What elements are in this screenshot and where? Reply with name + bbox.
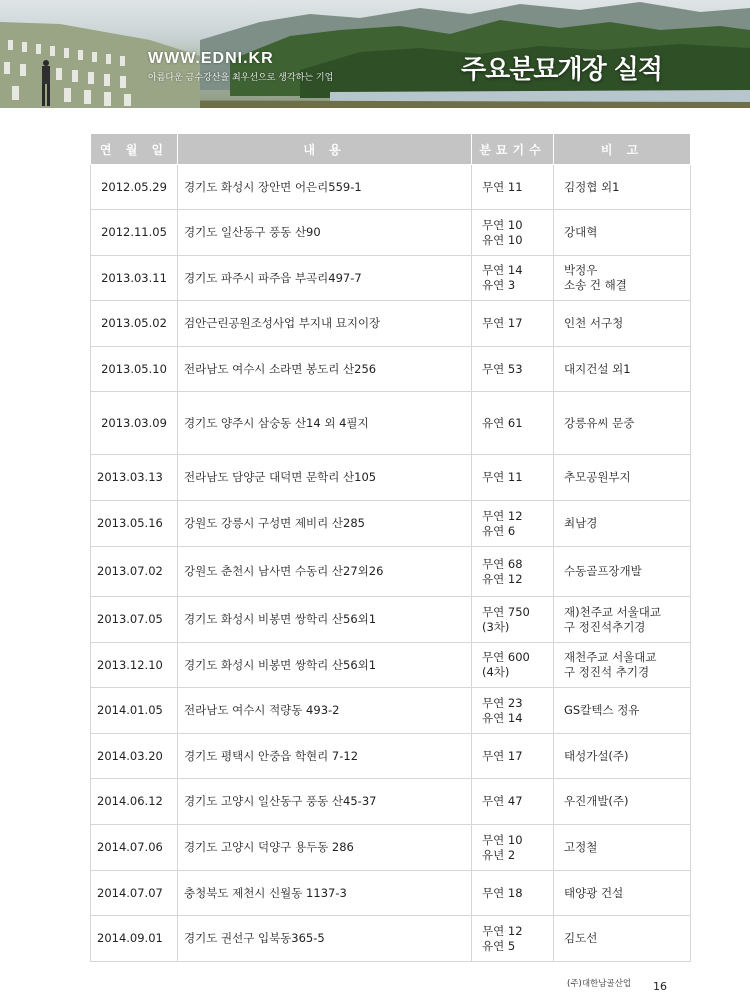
cell-date: 2013.03.09 [91,392,178,455]
cell-content: 경기도 화성시 장안면 어은리559-1 [178,165,472,210]
cell-grave-count [472,392,554,455]
cell-grave-count-line: 무연 18 [482,885,523,900]
cell-remarks-line: 재천주교 서울대교 [564,650,657,664]
cell-remarks [554,547,691,597]
cell-grave-count-line: 무연 750 [482,604,530,619]
cell-date: 2013.05.16 [91,501,178,547]
cell-remarks [554,597,691,643]
cell-grave-count-line: 무연 11 [482,470,523,484]
table-row [91,779,691,825]
cell-grave-count [472,547,554,597]
cell-remarks [554,734,691,779]
cell-date: 2012.11.05 [91,210,178,256]
cell-grave-count-line: 유연 5 [482,938,516,953]
cell-date: 2013.07.02 [91,547,178,597]
cell-grave-count-line: 무연 23 [482,695,523,710]
cell-grave-count [472,165,554,210]
table-row [91,256,691,301]
table-body [91,165,691,962]
cell-grave-count-line: 무연 11 [482,179,523,194]
cell-grave-count-line: 유연 12 [482,571,523,586]
cell-grave-count-line: 무연 17 [482,316,523,330]
cell-remarks [554,501,691,547]
table-row [91,501,691,547]
table-row [91,301,691,347]
cell-grave-count-line: 무연 600 [482,650,530,664]
cell-content: 검안근린공원조성사업 부지내 묘지이장 [178,301,472,347]
cell-grave-count [472,825,554,871]
cell-grave-count-line: 유연 3 [482,278,516,292]
cell-content: 강원도 춘천시 남사면 수동리 산27외26 [178,547,472,597]
header-remarks: 비 고 [554,134,691,165]
table-row [91,210,691,256]
cell-grave-count [472,779,554,825]
table-row [91,643,691,688]
cell-grave-count [472,210,554,256]
cell-date: 2014.06.12 [91,779,178,825]
header-date: 연 월 일 [91,134,178,165]
cell-remarks-line: 강릉유씨 문중 [564,415,635,430]
cell-grave-count-line: 유년 2 [482,847,516,862]
cell-grave-count-line: 무연 14 [482,263,523,277]
table-row [91,165,691,210]
table-header-row [91,134,691,165]
cell-grave-count [472,455,554,501]
cell-remarks-line: GS칼텍스 정유 [564,703,640,717]
cell-grave-count [472,256,554,301]
table-row [91,392,691,455]
cell-grave-count [472,734,554,779]
cell-content: 경기도 일산동구 풍동 산90 [178,210,472,256]
cell-remarks-line: 구 정진석 추기경 [564,665,650,679]
cell-date: 2013.05.02 [91,301,178,347]
cell-remarks-line: 박정우 [564,263,598,277]
cell-grave-count [472,301,554,347]
cell-remarks-line: 수동골프장개발 [564,564,642,578]
cell-date: 2013.03.13 [91,455,178,501]
table-row [91,688,691,734]
cell-content: 경기도 화성시 비봉면 쌍학리 산56외1 [178,597,472,643]
page-title: 주요분묘개장 실적 [461,55,662,85]
cell-content: 경기도 화성시 비봉면 쌍학리 산56외1 [178,643,472,688]
cell-grave-count-line: (4차) [482,665,510,679]
cell-grave-count-line: 무연 10 [482,832,523,847]
cell-remarks-line: 김도선 [564,931,598,945]
cell-remarks-line: 인천 서구청 [564,316,624,330]
cell-content: 경기도 고양시 덕양구 용두동 286 [178,825,472,871]
cell-grave-count-line: 유연 61 [482,415,523,430]
cell-remarks [554,825,691,871]
cell-grave-count [472,688,554,734]
cell-grave-count-line: 무연 47 [482,794,523,808]
cell-grave-count-line: 유연 14 [482,710,523,725]
cell-grave-count [472,871,554,916]
cell-date: 2013.05.10 [91,347,178,392]
cell-date: 2014.09.01 [91,916,178,962]
table-row [91,597,691,643]
company-tagline: 아름다운 금수강산을 최우선으로 생각하는 기업 [148,73,334,83]
table-row [91,871,691,916]
header-grave-count: 분묘기수 [472,134,554,165]
cell-date: 2012.05.29 [91,165,178,210]
cell-content: 전라남도 담양군 대덕면 문학리 산105 [178,455,472,501]
cell-remarks-line: 소송 건 해결 [564,278,627,292]
cell-grave-count [472,916,554,962]
cell-remarks [554,301,691,347]
cell-remarks-line: 재)천주교 서울대교 [564,604,662,619]
cell-remarks-line: 고정철 [564,840,598,854]
table-row [91,347,691,392]
cell-remarks-line: 태성가설(주) [564,748,629,763]
cell-remarks [554,392,691,455]
cell-content: 경기도 평택시 안중읍 학현리 7-12 [178,734,472,779]
cell-date: 2013.12.10 [91,643,178,688]
cell-date: 2014.01.05 [91,688,178,734]
cell-date: 2013.07.05 [91,597,178,643]
footer-company-name: (주)대한남골산업 [567,979,632,989]
cell-remarks [554,871,691,916]
cell-content: 전라남도 여수시 소라면 봉도리 산256 [178,347,472,392]
cell-content: 경기도 양주시 삼숭동 산14 외 4필지 [178,392,472,455]
cell-grave-count-line: 무연 17 [482,748,523,763]
cell-remarks [554,165,691,210]
cell-grave-count-line: (3차) [482,619,510,634]
cell-remarks [554,643,691,688]
cell-remarks [554,256,691,301]
table-row [91,825,691,871]
table-row [91,734,691,779]
table-row [91,916,691,962]
cell-remarks [554,210,691,256]
cell-content: 강원도 강릉시 구성면 제비리 산285 [178,501,472,547]
cell-remarks [554,916,691,962]
cell-grave-count-line: 무연 53 [482,361,523,376]
cell-remarks [554,688,691,734]
cell-date: 2014.07.07 [91,871,178,916]
cell-grave-count-line: 무연 10 [482,217,523,232]
cell-content: 전라남도 여수시 적량동 493-2 [178,688,472,734]
cell-content: 경기도 고양시 일산동구 풍동 산45-37 [178,779,472,825]
table-row [91,547,691,597]
cell-grave-count [472,347,554,392]
cell-remarks-line: 김정협 외1 [564,179,620,194]
cell-remarks-line: 태양광 건설 [564,885,624,900]
cell-grave-count-line: 유연 10 [482,232,523,247]
cell-grave-count-line: 무연 12 [482,508,523,523]
cell-date: 2014.03.20 [91,734,178,779]
header-banner [0,0,750,108]
cell-grave-count-line: 무연 12 [482,923,523,938]
cell-remarks [554,347,691,392]
site-url: WWW.EDNI.KR [148,50,274,67]
cell-content: 경기도 권선구 입북동365-5 [178,916,472,962]
cell-grave-count [472,643,554,688]
cell-remarks-line: 추모공원부지 [564,470,631,484]
cell-remarks-line: 강대혁 [564,225,598,239]
page-number: 16 [653,980,667,993]
cell-remarks-line: 대지건설 외1 [564,361,631,376]
cell-remarks-line: 최남경 [564,516,598,530]
cell-grave-count-line: 유연 6 [482,523,516,538]
cell-grave-count-line: 무연 68 [482,556,523,571]
relocation-records-table [90,133,691,962]
cell-content: 경기도 파주시 파주읍 부곡리497-7 [178,256,472,301]
header-content: 내 용 [178,134,472,165]
cell-grave-count [472,501,554,547]
cell-remarks [554,455,691,501]
cell-date: 2013.03.11 [91,256,178,301]
cell-grave-count [472,597,554,643]
cell-remarks-line: 우진개발(주) [564,794,629,808]
cell-content: 충청북도 제천시 신월동 1137-3 [178,871,472,916]
cell-remarks [554,779,691,825]
table-row [91,455,691,501]
cell-date: 2014.07.06 [91,825,178,871]
cell-remarks-line: 구 정진석추기경 [564,619,646,634]
